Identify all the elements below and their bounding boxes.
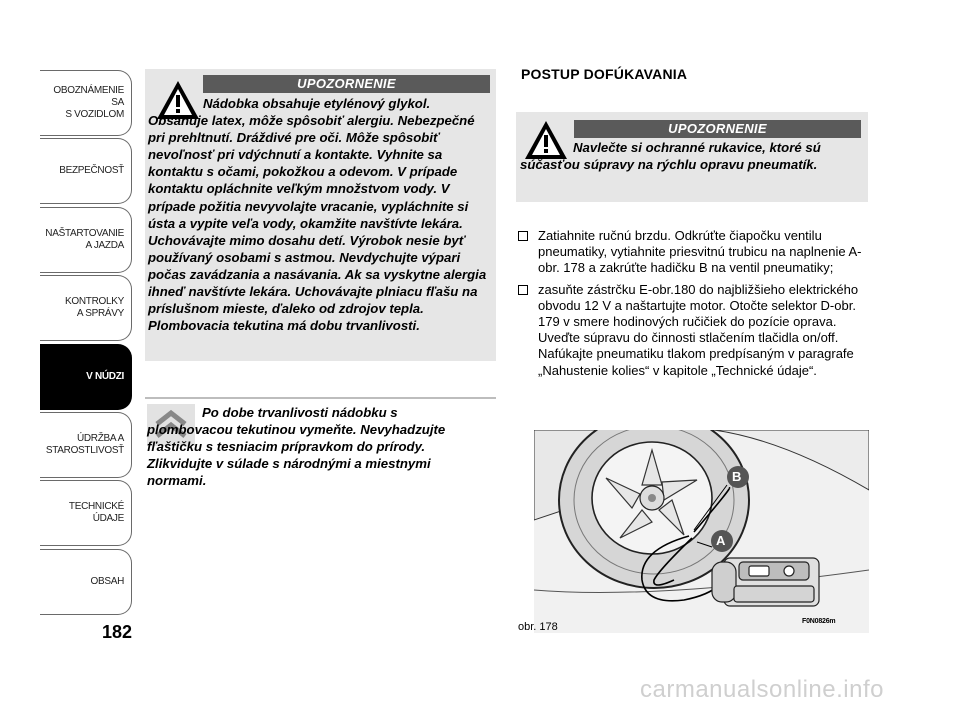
callout-label-a: A	[716, 533, 726, 548]
wheel-compressor-illustration	[534, 430, 869, 633]
tab-label: NAŠTARTOVANIE A JAZDA	[45, 228, 124, 251]
callout-label-b: B	[732, 469, 742, 484]
page-number: 182	[102, 622, 133, 642]
tab-kontrolky[interactable]	[40, 275, 132, 341]
checkbox-bullet-icon	[518, 285, 528, 295]
warning-heading: UPOZORNENIE	[203, 75, 490, 93]
step-text: zasuňte zástrčku E-obr.180 do najbližšieho elektrického obvodu 12 V a naštartujte motor. Otočte selektor D-obr. 179 v smere hodinových ručičiek do pozície oprava. Uveďte súpravu do činnosti stlačením tlačidla on/off. Nafúkajte pneumatiku tlakom predpísaným v paragrafe „Nahustenie kolies“ v kapitole „Technické údaje“.	[538, 281, 859, 378]
tab-label: OBOZNÁMENIE SA S VOZIDLOM	[53, 85, 124, 120]
tyre-inflation-figure	[534, 430, 869, 633]
checkbox-bullet-icon	[518, 231, 528, 241]
figure-caption: obr. 178	[518, 621, 558, 633]
tab-technicke-udaje[interactable]	[40, 480, 132, 546]
warning-text: Nádobka obsahuje etylénový glykol. Obsahuje latex, môže spôsobiť alergiu. Nebezpečné pri prehltnutí. Dráždivé pre oči. Môže spôsobiť nevoľnosť pri vdýchnutí a kontakte. Vyhnite sa kontaktu s očami, pokožkou a odevom. V prípade kontaktu opláchnite veľkým množstvom vody. V prípade požitia nevyvolajte vracanie, vypláchnite si ústa a vypite veľa vody, okamžite navštívte lekára. Uchovávajte mimo dosahu detí. Výrobok nesie byť používaný osobami s astmou. Nevdychujte výpari počas zavádzania a nasávania. Ak sa vyskytne alergia ihneď navštívte lekára. Uchovávajte plniacu fľašu na príslušnom mieste, ďaleko od zdrojov tepla. Plombovacia tekutina má dobu trvanlivosti.	[148, 96, 487, 334]
section-title: POSTUP DOFÚKAVANIA	[521, 66, 688, 82]
tab-label: OBSAH	[90, 576, 124, 587]
tab-label: V NÚDZI	[86, 371, 124, 382]
watermark: carmanualsonline.info	[640, 676, 884, 703]
warning-heading: UPOZORNENIE	[574, 120, 861, 138]
list-item	[516, 282, 868, 379]
warning-box	[145, 69, 496, 361]
tab-label: ÚDRŽBA A STAROSTLIVOSŤ	[45, 433, 124, 456]
step-text: Zatiahnite ručnú brzdu. Odkrúťte čiapočku ventilu pneumatiky, vytiahnite priesvitnú trubicu na naplnenie A-obr. 178 a zakrúťte hadičku B na ventil pneumatiky;	[538, 228, 862, 276]
procedure-steps	[516, 228, 868, 384]
tab-nastartovanie[interactable]	[40, 207, 132, 273]
warning-text: Navlečte si ochranné rukavice, ktoré sú súčasťou súpravy na rýchlu opravu pneumatík.	[520, 140, 821, 173]
list-item	[516, 228, 868, 277]
divider	[145, 397, 496, 399]
figure-code: F0N0826m	[802, 618, 836, 625]
tab-label: TECHNICKÉ ÚDAJE	[68, 501, 124, 524]
gloves-warning-box	[516, 112, 868, 202]
tab-label: BEZPEČNOSŤ	[59, 165, 124, 176]
tab-oboznamenie[interactable]	[40, 70, 132, 136]
tab-obsah[interactable]	[40, 549, 132, 615]
eco-note-text: Po dobe trvanlivosti nádobku s plombovacou tekutinou vymeňte. Nevyhadzujte fľaštičku s tesniacim prípravkom do prírody. Zlikvidujte v súlade s národnými a miestnymi normami.	[147, 405, 446, 489]
tab-label: KONTROLKY A SPRÁVY	[65, 296, 124, 319]
tab-udrzba[interactable]	[40, 412, 132, 478]
tab-v-nudzi[interactable]	[40, 344, 132, 410]
tab-bezpecnost[interactable]	[40, 138, 132, 204]
